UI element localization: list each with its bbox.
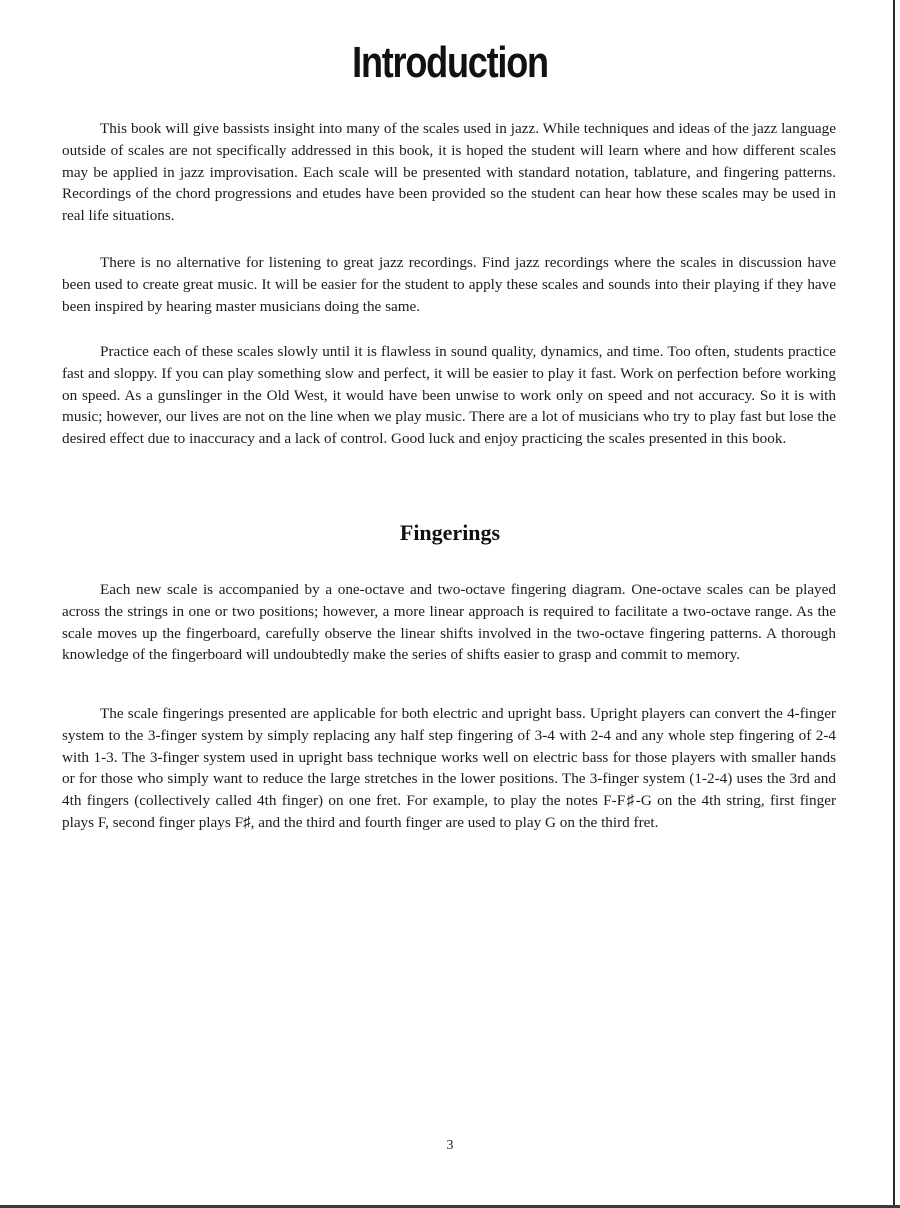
fingerings-paragraph-1: Each new scale is accompanied by a one-octave and two-octave fingering diagram. One-octave scales can be played across the strings in one or two positions; however, a more linear approach is required to facilitate a two-octave range. As the scale moves up the fingerboard, carefully observe the linear shifts involved in the two-octave fingering patterns. A thorough knowledge of the fingerboard will undoubtedly make the series of shifts easier to grasp and commit to memory. [62,581,836,664]
intro-paragraph-3: Practice each of these scales slowly until it is flawless in sound quality, dynamics, and time. Too often, students practice fast and sloppy. If you can play something slow and perfect, it will be easier to play it fast. Work on perfection before working on speed. As a gunslinger in the Old West, it would have been unwise to work only on speed and not accuracy. So it is with music; however, our lives are not on the line when we play music. There are a lot of musicians who try to play fast but lose the desired effect due to inaccuracy and a lack of control. Good luck and enjoy practicing the scales presented in this book. [62,343,836,448]
page-title: Introduction [352,38,548,87]
page-right-edge [893,0,900,1208]
intro-paragraph-2: There is no alternative for listening to great jazz recordings. Find jazz recordings where the scales in discussion have been used to create great music. It will be easier for the student to apply these scales and sounds into their playing if they have been inspired by hearing master musicians doing the same. [62,254,836,315]
page-number: 3 [446,1138,454,1153]
fingerings-paragraph-2: The scale fingerings presented are applicable for both electric and upright bass. Upright players can convert the 4-finger system to the 3-finger system by simply replacing any half step fingering of 3-4 with 2-4 and any whole step fingering of 2-4 with 1-3. The 3-finger system used in upright bass technique works well on electric bass for those players with smaller hands or for those who simply want to reduce the large stretches in the lower positions. The 3-finger system (1-2-4) uses the 3rd and 4th fingers (collectively called 4th finger) on one fret. For example, to play the notes F-F♯-G on the 4th string, first finger plays F, second finger plays F♯, and the third and fourth finger are used to play G on the third fret. [62,705,836,831]
section-title-fingerings: Fingerings [399,520,501,545]
intro-paragraph-1: This book will give bassists insight into many of the scales used in jazz. While techniques and ideas of the jazz language outside of scales are not specifically addressed in this book, it is hoped the student will learn where and how different scales may be applied in jazz improvisation. Each scale will be presented with standard notation, tablature, and fingering patterns. Recordings of the chord progressions and etudes have been provided so the student can hear how these scales may be used in real life situations. [62,120,836,225]
